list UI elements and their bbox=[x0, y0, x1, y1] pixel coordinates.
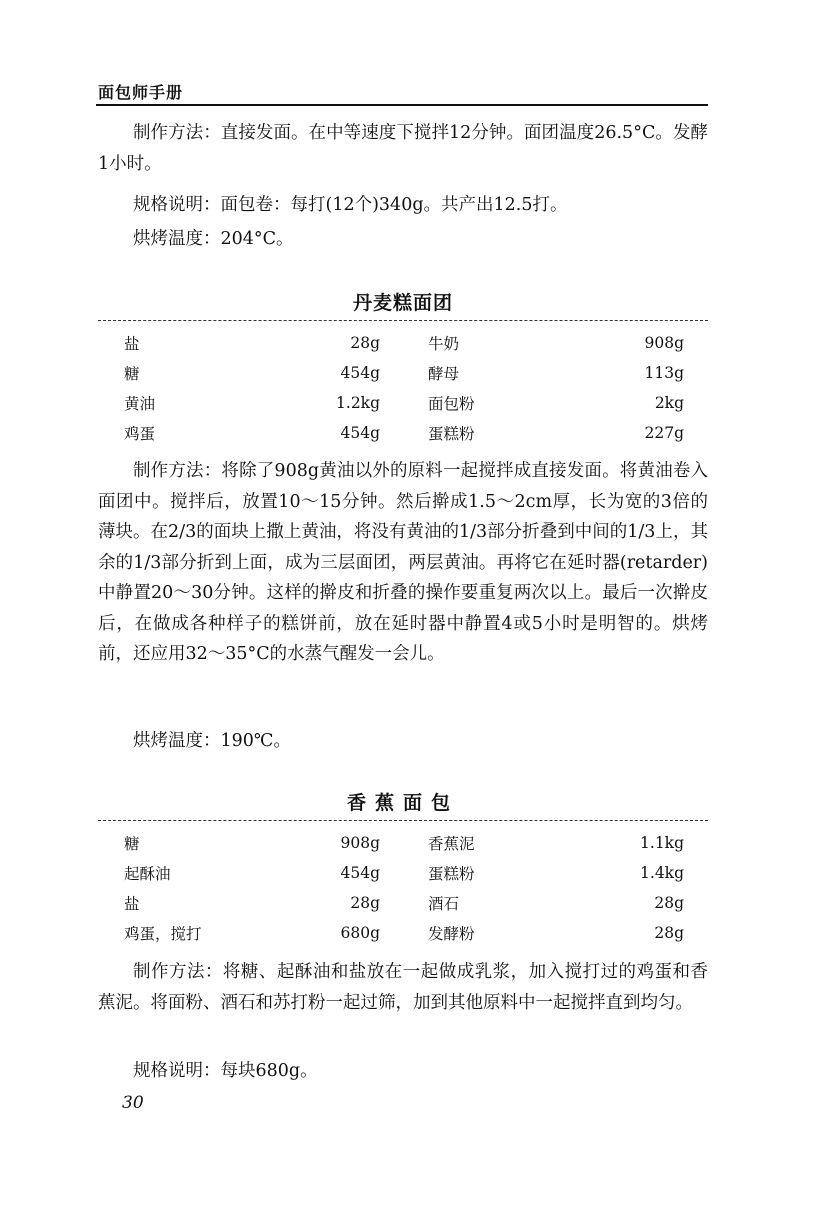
ingredient-name: 糖 bbox=[124, 835, 140, 853]
running-head: 面包师手册 bbox=[98, 83, 184, 102]
danish-method: 制作方法：将除了908g黄油以外的原料一起搅拌成直接发面。将黄油卷入面团中。搅拌后，放置10～15分钟。然后擀成1.5～2cm厚，长为宽的3倍的薄块。在2/3的面块上撒上黄油，将没有黄油的1/3部分折叠到中间的1/3上，其余的1/3部分折到上面，成为三层面团，两层黄油。再将它在延时器(retarder)中静置20～30分钟。这样的擀皮和折叠的操作要重复两次以上。最后一次擀皮后，在做成各种样子的糕饼前，放在延时器中静置4或5小时是明智的。烘烤前，还应用32～35°C的水蒸气醒发一会儿。 bbox=[98, 461, 708, 664]
table-row bbox=[124, 328, 684, 358]
banana-spec: 规格说明：每块680g。 bbox=[133, 1061, 318, 1081]
table-row bbox=[124, 388, 684, 418]
ingredient-name: 酵母 bbox=[428, 365, 460, 383]
table-row bbox=[124, 828, 684, 858]
ingredient-qty: 2kg bbox=[654, 394, 684, 412]
ingredient-name: 鸡蛋，搅打 bbox=[124, 925, 202, 943]
intro-spec: 规格说明：面包卷：每打(12个)340g。共产出12.5打。 bbox=[133, 195, 568, 215]
ingredient-qty: 1.1kg bbox=[640, 834, 684, 852]
danish-baking-temp: 烘烤温度：190℃。 bbox=[133, 731, 291, 751]
page-number: 30 bbox=[122, 1093, 144, 1113]
ingredient-qty: 28g bbox=[654, 924, 684, 942]
danish-title: 丹麦糕面团 bbox=[352, 292, 453, 314]
ingredient-name: 蛋糕粉 bbox=[428, 865, 475, 883]
ingredient-name: 盐 bbox=[124, 895, 140, 913]
header-rule bbox=[96, 104, 708, 106]
table-row bbox=[124, 918, 684, 948]
ingredient-name: 蛋糕粉 bbox=[428, 425, 475, 443]
ingredient-qty: 454g bbox=[340, 864, 380, 882]
table-row bbox=[124, 418, 684, 448]
ingredient-qty: 1.4kg bbox=[640, 864, 684, 882]
ingredient-name: 糖 bbox=[124, 365, 140, 383]
ingredient-name: 黄油 bbox=[124, 395, 156, 413]
ingredient-qty: 227g bbox=[644, 424, 684, 442]
ingredient-name: 香蕉泥 bbox=[428, 835, 475, 853]
ingredient-qty: 1.2kg bbox=[336, 394, 380, 412]
danish-ingredient-table bbox=[124, 328, 684, 448]
ingredient-qty: 680g bbox=[340, 924, 380, 942]
table-row bbox=[124, 888, 684, 918]
ingredient-name: 牛奶 bbox=[428, 335, 460, 353]
intro-baking-temp: 烘烤温度：204°C。 bbox=[133, 229, 294, 249]
ingredient-qty: 28g bbox=[654, 894, 684, 912]
ingredient-name: 盐 bbox=[124, 335, 140, 353]
intro-method: 制作方法：直接发面。在中等速度下搅拌12分钟。面团温度26.5°C。发酵1小时。 bbox=[98, 123, 708, 174]
ingredient-qty: 113g bbox=[644, 364, 684, 382]
ingredient-qty: 28g bbox=[350, 894, 380, 912]
table-row bbox=[124, 858, 684, 888]
banana-ingredient-table bbox=[124, 828, 684, 948]
ingredient-name: 发酵粉 bbox=[428, 925, 475, 943]
ingredient-qty: 454g bbox=[340, 364, 380, 382]
ingredient-name: 起酥油 bbox=[124, 865, 171, 883]
ingredient-qty: 454g bbox=[340, 424, 380, 442]
banana-method: 制作方法：将糖、起酥油和盐放在一起做成乳浆，加入搅打过的鸡蛋和香蕉泥。将面粉、酒石和苏打粉一起过筛，加到其他原料中一起搅拌直到均匀。 bbox=[98, 962, 708, 1013]
danish-rule bbox=[98, 320, 708, 321]
banana-title: 香蕉面包 bbox=[346, 792, 459, 814]
ingredient-qty: 908g bbox=[340, 834, 380, 852]
ingredient-qty: 28g bbox=[350, 334, 380, 352]
ingredient-name: 面包粉 bbox=[428, 395, 475, 413]
banana-rule bbox=[98, 820, 708, 821]
ingredient-name: 鸡蛋 bbox=[124, 425, 156, 443]
ingredient-qty: 908g bbox=[644, 334, 684, 352]
table-row bbox=[124, 358, 684, 388]
ingredient-name: 酒石 bbox=[428, 895, 460, 913]
